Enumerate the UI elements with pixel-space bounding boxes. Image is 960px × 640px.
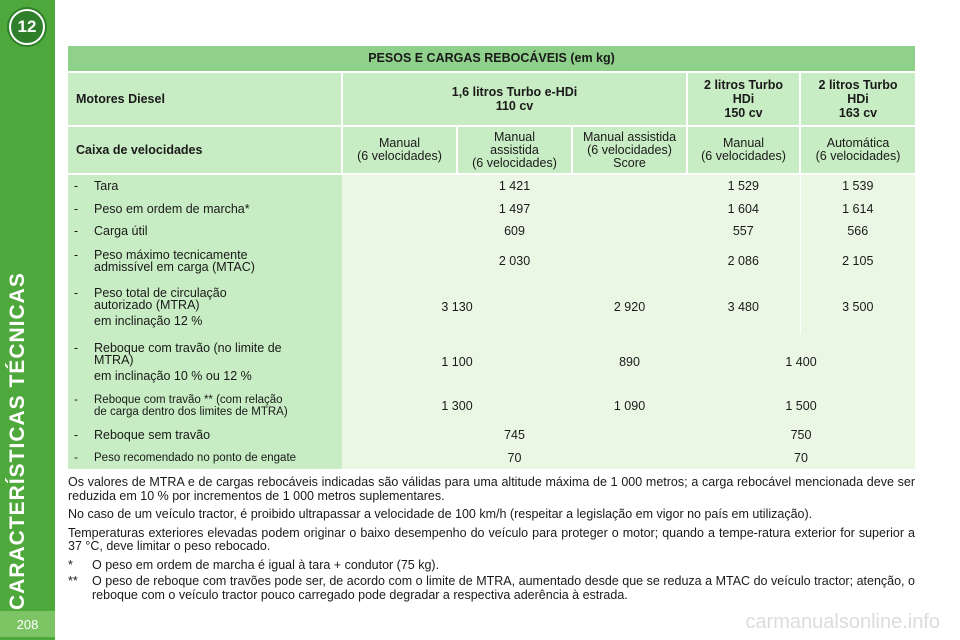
- table-row: - Peso em ordem de marcha* 1 497 1 604 1 614: [68, 197, 915, 220]
- table-row: - Reboque sem travão 745 750: [68, 423, 915, 447]
- note-temperature: Temperaturas exteriores elevadas podem originar o baixo desempenho do veículo para proteger o motor; quando a tempe-ratura exterior for superior a 37 °C, deve limitar o peso rebocado.: [68, 525, 915, 553]
- page-number: 208: [0, 611, 55, 637]
- table-row: - Reboque com travão ** (com relação de carga dentro dos limites de MTRA) 1 300 1 090 1 500: [68, 389, 915, 423]
- gearbox-3: Manual assistida (6 velocidades) Score: [572, 127, 687, 173]
- note-altitude: Os valores de MTRA e de cargas rebocáveis indicadas são válidas para uma altitude máxima de 1 000 metros; a carga rebocável mencionada deve ser reduzida em 10 % por incrementos de 1 000 metros suplementares.: [68, 475, 915, 503]
- table-row: - Carga útil 609 557 566: [68, 220, 915, 242]
- weights-table: [68, 46, 915, 469]
- chapter-number-badge: 12: [9, 9, 45, 45]
- table-row: - Peso máximo tecnicamente admissível em carga (MTAC) 2 030 2 086 2 105: [68, 242, 915, 279]
- chapter-sidebar: [0, 0, 55, 640]
- footnote-1: * O peso em ordem de marcha é igual à tara + condutor (75 kg).: [68, 557, 440, 572]
- footnote-2: ** O peso de reboque com travões pode ser, de acordo com o limite de MTRA, aumentado desde que se reduza a MTAC do veículo tractor; atenção, o reboque com o veículo tractor pouco carregado pode degradar a respectiva aderência à estrada.: [68, 574, 915, 602]
- table-row: - Peso recomendado no ponto de engate 70 70: [68, 447, 915, 469]
- engine-2-header: 2 litros Turbo HDi 150 cv: [687, 73, 800, 125]
- gearbox-1: Manual (6 velocidades): [342, 127, 457, 173]
- chapter-title: CARACTERÍSTICAS TÉCNICAS: [6, 272, 29, 610]
- table-title: PESOS E CARGAS REBOCÁVEIS (em kg): [68, 46, 915, 71]
- engine-label: Motores Diesel: [68, 73, 342, 125]
- table-row: - Peso total de circulação autorizado (MTRA) em inclinação 12 % 3 130 2 920 3 480 3 500: [68, 279, 915, 334]
- engine-3-header: 2 litros Turbo HDi 163 cv: [800, 73, 915, 125]
- gearbox-4: Manual (6 velocidades): [687, 127, 800, 173]
- table-row: - Reboque com travão (no limite de MTRA) em inclinação 10 % ou 12 % 1 100 890 1 400: [68, 334, 915, 389]
- gearbox-label: Caixa de velocidades: [68, 127, 342, 173]
- gearbox-2: Manual assistida (6 velocidades): [457, 127, 572, 173]
- table-row: - Tara 1 421 1 529 1 539: [68, 175, 915, 197]
- watermark: carmanualsonline.info: [745, 611, 940, 633]
- engine-1-header: 1,6 litros Turbo e-HDi 110 cv: [342, 73, 687, 125]
- note-speed: No caso de um veículo tractor, é proibido ultrapassar a velocidade de 100 km/h (respeitar a legislação em vigor no país em utilização).: [68, 507, 813, 521]
- notes-section: [68, 476, 915, 605]
- gearbox-5: Automática (6 velocidades): [800, 127, 915, 173]
